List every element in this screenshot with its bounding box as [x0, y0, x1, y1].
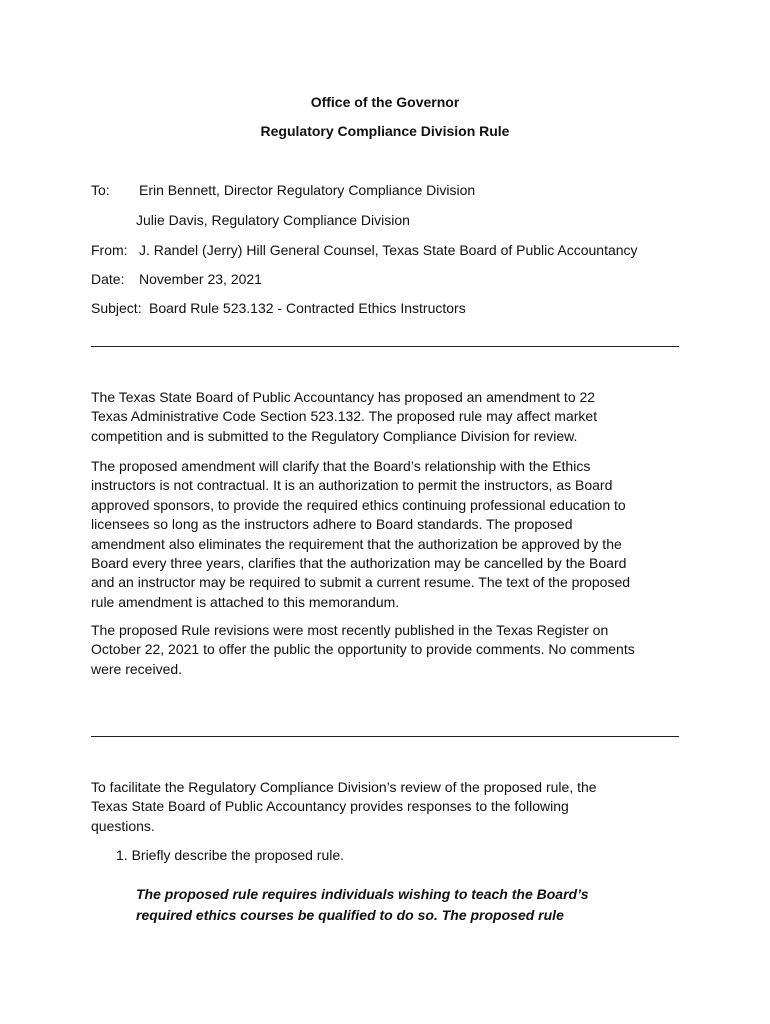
from-line [91, 242, 638, 258]
paragraph-line: The proposed amendment will clarify that the Board’s relationship with the Ethics [91, 458, 591, 474]
from-value: J. Randel (Jerry) Hill General Counsel, Texas State Board of Public Accountancy [139, 242, 638, 258]
from-label: From: [91, 242, 128, 258]
paragraph-line: Board every three years, clarifies that the authorization may be cancelled by the Board [91, 555, 627, 572]
paragraph-line: licensees so long as the instructors adhere to Board standards. The proposed [91, 516, 573, 533]
date-label: Date: [91, 271, 125, 287]
subject-label: Subject: [91, 300, 142, 316]
paragraph-line: approved sponsors, to provide the required ethics continuing professional education to [91, 496, 626, 513]
paragraph-1 [91, 388, 691, 446]
paragraph-line: Texas State Board of Public Accountancy provides responses to the following [91, 798, 569, 815]
division-rule-heading: Regulatory Compliance Division Rule [260, 123, 510, 139]
to-label: To: [91, 182, 110, 198]
to-line [91, 182, 476, 198]
to-primary-recipient: Erin Bennett, Director Regulatory Compliance Division [139, 182, 476, 198]
subject-value: Board Rule 523.132 - Contracted Ethics Instructors [149, 300, 466, 316]
subject-line [91, 300, 466, 316]
paragraph-line: Texas Administrative Code Section 523.132. The proposed rule may affect market [91, 408, 598, 425]
office-heading: Office of the Governor [310, 94, 460, 110]
answer-line: required ethics courses be qualified to do so. The proposed rule [136, 907, 564, 923]
paragraph-line: rule amendment is attached to this memorandum. [91, 593, 400, 610]
paragraph-line: The proposed Rule revisions were most recently published in the Texas Register on [91, 622, 609, 638]
paragraph-line: were received. [91, 660, 183, 677]
question-1: 1. Briefly describe the proposed rule. [116, 847, 345, 863]
paragraph-line: amendment also eliminates the requirement that the authorization be approved by the [91, 535, 622, 552]
to-secondary-recipient: Julie Davis, Regulatory Compliance Division [136, 212, 410, 228]
paragraph-4 [91, 778, 691, 836]
date-line [91, 271, 262, 287]
section-divider [91, 736, 679, 737]
paragraph-line: instructors is not contractual. It is an authorization to permit the instructors, as Board [91, 477, 613, 494]
answer-line: The proposed rule requires individuals wishing to teach the Board’s [136, 886, 589, 902]
paragraph-2 [91, 457, 691, 612]
paragraph-line: The Texas State Board of Public Accountancy has proposed an amendment to 22 [91, 389, 596, 405]
date-value: November 23, 2021 [139, 271, 262, 287]
paragraph-line: and an instructor may be required to submit a current resume. The text of the proposed [91, 574, 631, 591]
paragraph-line: To facilitate the Regulatory Compliance Division’s review of the proposed rule, the [91, 779, 597, 795]
paragraph-line: questions. [91, 817, 155, 834]
header-divider [91, 346, 679, 347]
answer-1 [136, 884, 589, 926]
paragraph-3 [91, 621, 691, 679]
paragraph-line: competition and is submitted to the Regulatory Compliance Division for review. [91, 427, 578, 444]
paragraph-line: October 22, 2021 to offer the public the opportunity to provide comments. No comments [91, 641, 635, 658]
